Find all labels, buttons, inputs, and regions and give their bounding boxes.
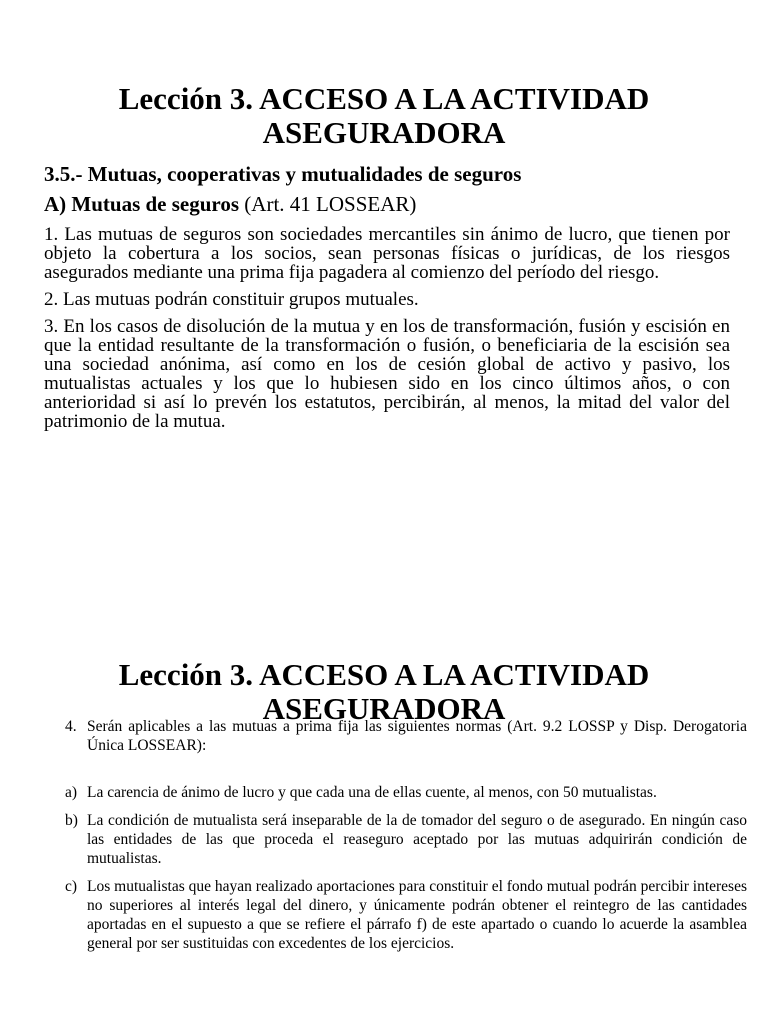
subheading xyxy=(44,191,416,217)
list-item-c-text: Los mutualistas que hayan realizado aportaciones para constituir el fondo mutual podrán percibir intereses no superiores al interés legal del dinero, y únicamente podrán obtener el reintegro de las cantidades aportadas en el supuesto a que se refiere el párrafo f) de este apartado o cuando lo acuerde la asamblea general por ser sustituidas con excedentes de los ejercicios. xyxy=(87,878,747,952)
list-item-a-text: La carencia de ánimo de lucro y que cada una de ellas cuente, al menos, con 50 mutualistas. xyxy=(87,784,657,801)
intro-text: Serán aplicables a las mutuas a prima fija las siguientes normas (Art. 9.2 LOSSP y Disp. Derogatoria Única LOSSEAR): xyxy=(87,718,747,754)
paragraph-3: 3. En los casos de disolución de la mutua y en los de transformación, fusión y escisión en que la entidad resultante de la transformación o fusión, o beneficiaria de la escisión sea una sociedad anónima, así como en los de cesión global de activo y pasivo, los mutualistas actuales y los que lo hubiesen sido en los cinco últimos años, o con anterioridad si así lo prevén los estatutos, percibirán, al menos, la mitad del valor del patrimonio de la mutua. xyxy=(44,316,730,432)
intro-label: 4. xyxy=(65,718,77,735)
list-item-c-label: c) xyxy=(65,878,78,895)
list-item-b xyxy=(65,811,747,868)
list-item-a xyxy=(65,783,747,802)
slide-2 xyxy=(0,512,768,1024)
section-heading: 3.5.- Mutuas, cooperativas y mutualidades de seguros xyxy=(44,162,522,186)
list-item-b-text: La condición de mutualista será inseparable de la de tomador del seguro o de asegurado. En ningún caso las entidades de las que proceda el reaseguro aceptado por las mutuas adquirirán condición de mutualistas. xyxy=(87,812,747,867)
list-item-b-label: b) xyxy=(65,812,78,829)
slide-2-body xyxy=(65,512,747,953)
list-item-c xyxy=(65,877,747,953)
paragraph-2: 2. Las mutuas podrán constituir grupos mutuales. xyxy=(44,289,419,310)
list-item-a-label: a) xyxy=(65,784,78,801)
slide-2-title: Lección 3. ACCESO A LA ACTIVIDAD ASEGURADORA xyxy=(118,657,650,726)
subheading-bold: A) Mutuas de seguros xyxy=(44,192,240,216)
subheading-ref: (Art. 41 LOSSEAR) xyxy=(239,192,417,216)
paragraph-1: 1. Las mutuas de seguros son sociedades mercantiles sin ánimo de lucro, que tienen por objeto la cobertura a los socios, sean personas físicas o jurídicas, de los riesgos asegurados mediante una prima fija pagadera al comienzo del período del riesgo. xyxy=(44,224,730,283)
slide-1-body xyxy=(44,225,730,439)
slide-1-title: Lección 3. ACCESO A LA ACTIVIDAD ASEGURADORA xyxy=(118,81,650,150)
